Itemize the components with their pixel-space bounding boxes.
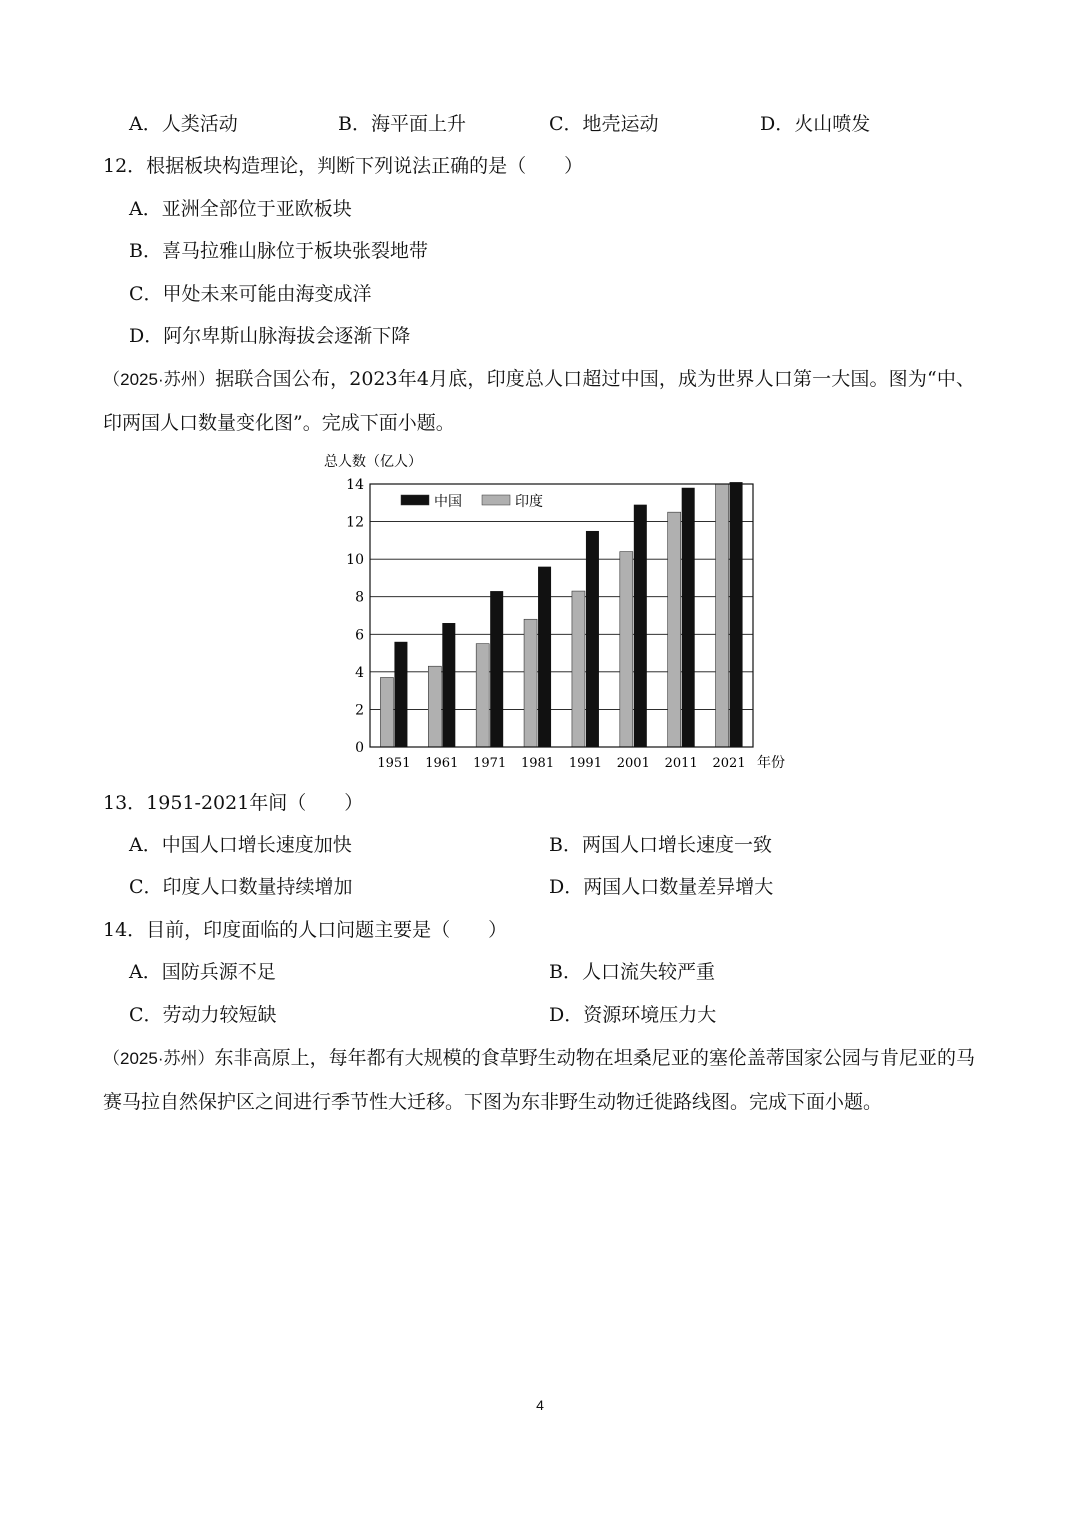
plot-frame (370, 484, 753, 747)
q11-option-b[interactable]: B．海平面上升 (338, 113, 466, 135)
y-tick-label: 4 (355, 664, 364, 681)
bar-china (634, 505, 647, 747)
passage-source: （2025·苏州） (103, 370, 216, 389)
q11-option-a[interactable]: A．人类活动 (129, 113, 238, 135)
bar-china (442, 623, 455, 747)
x-axis-label: 年份 (757, 755, 785, 771)
y-tick-label: 2 (355, 702, 364, 719)
passage-source: （2025·苏州） (103, 1049, 215, 1068)
q11-option-c[interactable]: C．地壳运动 (549, 113, 659, 135)
x-tick-label: 1961 (425, 756, 459, 771)
q14-option-a[interactable]: A．国防兵源不足 (129, 961, 276, 983)
x-tick-label: 2021 (712, 756, 746, 771)
y-tick-label: 8 (355, 589, 364, 606)
legend-label: 印度 (515, 494, 543, 510)
bar-china (586, 531, 599, 747)
bar-india (620, 552, 633, 747)
x-tick-label: 1991 (568, 756, 602, 771)
q12-option-c[interactable]: C．甲处未来可能由海变成洋 (129, 283, 372, 305)
bar-india (380, 677, 393, 747)
y-tick-label: 10 (346, 552, 364, 569)
bar-india (428, 666, 441, 747)
passage-population (103, 358, 975, 444)
q13-option-a[interactable]: A．中国人口增长速度加快 (129, 834, 352, 856)
q14-option-d[interactable]: D．资源环境压力大 (549, 1004, 717, 1026)
legend-label: 中国 (434, 494, 462, 510)
q13-option-c[interactable]: C．印度人口数量持续增加 (129, 876, 353, 898)
x-tick-label: 2011 (664, 756, 698, 771)
q13-stem: 13．1951-2021年间（ ） (103, 792, 364, 814)
x-tick-label: 1981 (521, 756, 555, 771)
bar-india (668, 512, 681, 747)
q12-option-d[interactable]: D．阿尔卑斯山脉海拔会逐渐下降 (129, 325, 411, 347)
bar-china (682, 488, 695, 747)
x-tick-label: 2001 (616, 756, 650, 771)
bar-china (394, 642, 407, 747)
bar-china (490, 591, 503, 747)
bar-india (476, 644, 489, 747)
q14-option-c[interactable]: C．劳动力较短缺 (129, 1004, 277, 1026)
population-bar-chart (310, 446, 790, 776)
bar-india (572, 591, 585, 747)
y-tick-label: 14 (346, 477, 364, 493)
bar-china (730, 482, 743, 747)
x-tick-label: 1971 (473, 756, 507, 771)
legend-swatch (482, 495, 510, 505)
legend-swatch (401, 495, 429, 505)
q14-option-b[interactable]: B．人口流失较严重 (549, 961, 715, 983)
q12-option-b[interactable]: B．喜马拉雅山脉位于板块张裂地带 (129, 240, 428, 262)
q13-option-b[interactable]: B．两国人口增长速度一致 (549, 834, 772, 856)
y-tick-label: 12 (346, 514, 364, 531)
y-axis-label: 总人数（亿人） (324, 454, 422, 470)
bar-india (716, 484, 729, 747)
y-tick-label: 6 (355, 627, 364, 644)
passage-text: 东非高原上，每年都有大规模的食草野生动物在坦桑尼亚的塞伦盖蒂国家公园与肯尼亚的马赛马拉自然保护区之间进行季节性大迁移。下图为东非野生动物迁徙路线图。完成下面小题。 (103, 1047, 975, 1113)
y-tick-label: 0 (355, 740, 364, 756)
q12-option-a[interactable]: A．亚洲全部位于亚欧板块 (129, 198, 352, 220)
x-tick-label: 1951 (377, 756, 411, 771)
q13-option-d[interactable]: D．两国人口数量差异增大 (549, 876, 774, 898)
passage-text: 据联合国公布，2023年4月底，印度总人口超过中国，成为世界人口第一大国。图为“中、印两国人口数量变化图”。完成下面小题。 (103, 368, 975, 434)
q14-stem: 14．目前，印度面临的人口问题主要是（ ） (103, 919, 508, 941)
bar-china (538, 567, 551, 747)
bar-india (524, 619, 537, 747)
q12-stem: 12．根据板块构造理论，判断下列说法正确的是（ ） (103, 155, 584, 177)
page-number: 4 (536, 1397, 544, 1413)
q11-option-d[interactable]: D．火山喷发 (760, 113, 871, 135)
passage-migration (103, 1037, 975, 1123)
